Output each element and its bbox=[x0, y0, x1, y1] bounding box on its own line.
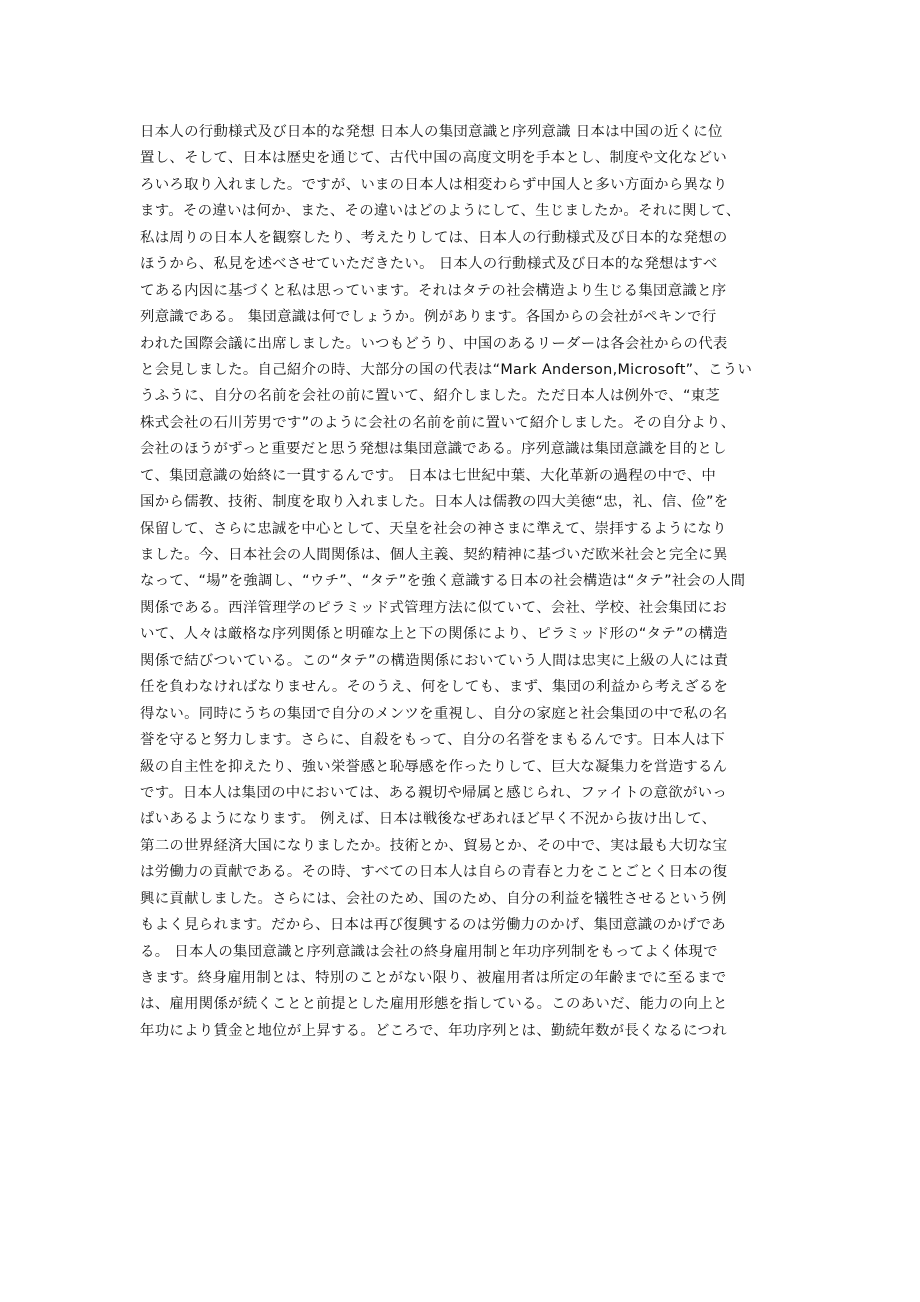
text-line: もよく見られます。だから、日本は再び復興するのは労働力のかげ、集団意識のかげであ bbox=[140, 917, 726, 934]
text-line: る。 日本人の集団意識と序列意識は会社の終身雇用制と年功序列制をもってよく体現で bbox=[140, 943, 718, 960]
text-line: 関係で結びついている。この“タテ”の構造関係においていう人間は忠実に上級の人には責 bbox=[140, 652, 729, 669]
text-line: と会見しました。自己紹介の時、大部分の国の代表は“Mark Anderson,Microsoft”、こうい bbox=[140, 361, 753, 378]
text-line: なって、“場”を強調し、“ウチ”、“タテ”を強く意識する日本の社会構造は“タテ”社会の人間 bbox=[140, 573, 746, 590]
text-line: ました。今、日本社会の人間関係は、個人主義、契約精神に基づいだ欧米社会と完全に異 bbox=[140, 547, 728, 563]
text-line: 級の自主性を抑えたり、強い栄誉感と恥辱感を作ったりして、巨大な凝集力を営造するん bbox=[140, 758, 728, 775]
text-line: うふうに、自分の名前を会社の前に置いて、紹介しました。ただ日本人は例外で、“東芝 bbox=[140, 388, 721, 405]
text-line: 第二の世界経済大国になりましたか。技術とか、貿易とか、その中で、実は最も大切な宝 bbox=[140, 837, 728, 854]
text-line: 任を負わなければなりません。そのうえ、何をしても、まず、集団の利益から考えざるを bbox=[140, 679, 729, 696]
body-text bbox=[140, 119, 796, 1044]
text-line: 株式会社の石川芳男です”のように会社の名前を前に置いて紹介しました。その自分より、 bbox=[140, 414, 736, 431]
text-line: 国から儒教、技術、制度を取り入れました。日本人は儒教の四大美徳“忠，礼、信、俭”を bbox=[140, 494, 729, 511]
text-line: いて、人々は厳格な序列関係と明確な上と下の関係により、ピラミッド形の“タテ”の構造 bbox=[140, 626, 728, 643]
text-line: きます。終身雇用制とは、特別のことがない限り、被雇用者は所定の年齢までに至るまで bbox=[140, 970, 727, 986]
text-line: 日本人の行動様式及び日本的な発想 日本人の集団意識と序列意識 日本は中国の近くに位 bbox=[140, 124, 723, 140]
text-line: 保留して、さらに忠誠を中心として、天皇を社会の神さまに準えて、崇拝するようになり bbox=[140, 520, 727, 537]
text-line: 得ない。同時にうちの集団で自分のメンツを重視し、自分の家庭と社会集団の中で私の名 bbox=[140, 705, 728, 722]
text-line: 置し、そして、日本は歴史を通じて、古代中国の高度文明を手本とし、制度や文化などい bbox=[140, 150, 728, 167]
text-line: 興に貢献しました。さらには、会社のため、国のため、自分の利益を犠牲させるという例 bbox=[140, 890, 727, 907]
text-line: 年功により賃金と地位が上昇する。どころで、年功序列とは、勤続年数が長くなるにつれ bbox=[140, 1022, 727, 1039]
text-line: ほうから、私見を述べさせていただきたい。 日本人の行動様式及び日本的な発想はすべ bbox=[140, 256, 718, 273]
text-line: ます。その違いは何か、また、その違いはどのようにして、生じましたか。それに関して、 bbox=[140, 203, 741, 220]
text-line: ろいろ取り入れました。ですが、いまの日本人は相変わらず中国人と多い方面から異なり bbox=[140, 176, 728, 193]
text-line: 私は周りの日本人を観察したり、考えたりしては、日本人の行動様式及び日本的な発想の bbox=[140, 229, 728, 246]
text-line: 関係である。西洋管理学のピラミッド式管理方法に似ていて、会社、学校、社会集団にお bbox=[140, 599, 728, 616]
text-line: ぱいあるようになります。 例えば、日本は戦後なぜあれほど早く不況から抜け出して、 bbox=[140, 811, 717, 828]
text-line: てある内因に基づくと私は思っています。それはタテの社会構造より生じる集団意識と序 bbox=[140, 282, 727, 299]
text-line: 列意識である。 集団意識は何でしょうか。例があります。各国からの会社がペキンで行 bbox=[140, 309, 717, 326]
text-line: 会社のほうがずっと重要だと思う発想は集団意識である。序列意識は集団意識を目的とし bbox=[140, 441, 727, 458]
text-line: て、集団意識の始終に一貫するんです。 日本は七世紀中葉、大化革新の過程の中で、中 bbox=[140, 467, 717, 484]
text-line: 誉を守ると努力します。さらに、自殺をもって、自分の名誉をまもるんです。日本人は下 bbox=[140, 732, 726, 749]
text-line: です。日本人は集団の中においては、ある親切や帰属と感じられ、ファイトの意欲がいっ bbox=[140, 784, 728, 801]
text-line: われた国際会議に出席しました。いつもどうり、中国のあるリーダーは各会社からの代表 bbox=[140, 335, 728, 352]
text-line: は労働力の貢献である。その時、すべての日本人は自らの青春と力をことごとく日本の復 bbox=[140, 864, 728, 881]
text-line: は、雇用関係が続くことと前提とした雇用形態を指している。このあいだ、能力の向上と bbox=[140, 996, 728, 1013]
